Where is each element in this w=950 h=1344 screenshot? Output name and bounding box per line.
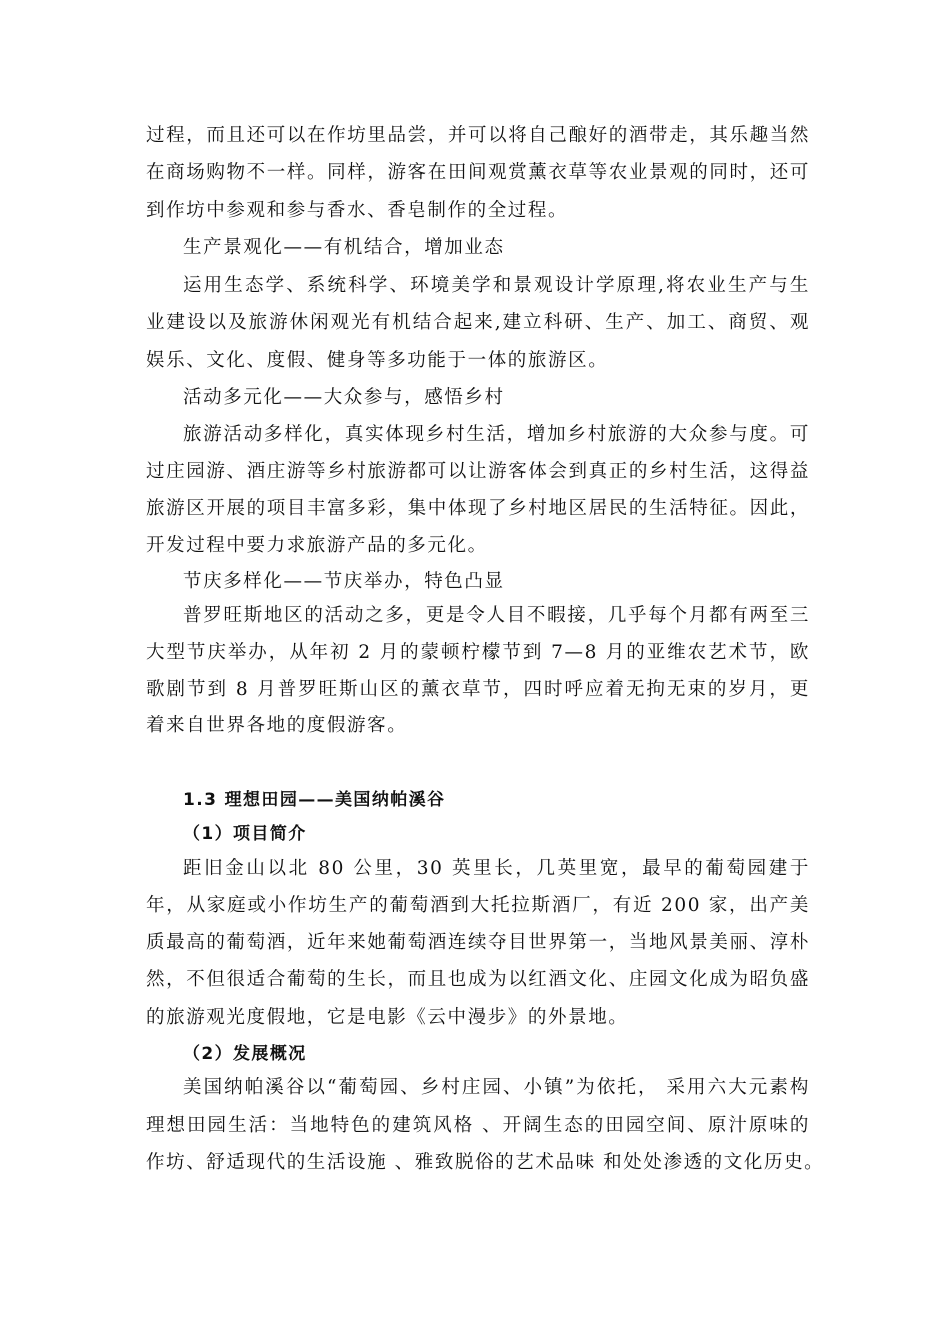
paragraph-line: 的旅游观光度假地，它是电影《云中漫步》的外景地。 [146,1007,629,1028]
paragraph-line: 距旧金山以北 80 公里，30 英里长，几英里宽，最早的葡萄园建于 [183,858,810,879]
paragraph-line: 业建设以及旅游休闲观光有机结合起来,建立科研、生产、加工、商贸、观 [146,312,810,333]
paragraph-line: 大型节庆举办，从年初 2 月的蒙顿柠檬节到 7—8 月的亚维农艺术节，欧 [146,642,810,663]
paragraph-line: 在商场购物不一样。同样，游客在田间观赏薰衣草等农业景观的同时，还可 [146,162,810,183]
subsection-intro-title: （1）项目简介 [183,824,307,844]
paragraph-line: 娱乐、文化、度假、健身等多功能于一体的旅游区。 [146,350,609,371]
paragraph-line: 旅游活动多样化，真实体现乡村生活，增加乡村旅游的大众参与度。可 [183,424,810,445]
paragraph-line: 质最高的葡萄酒，近年来她葡萄酒连续夺目世界第一，当地风景美丽、淳朴 [146,932,810,953]
paragraph-line: 理想田园生活：当地特色的建筑风格 、开阔生态的田园空间、原汁原味的 [146,1115,810,1136]
section-title: 1.3 理想田园——美国纳帕溪谷 [183,790,446,810]
paragraph-line: 年，从家庭或小作坊生产的葡萄酒到大托拉斯酒厂，有近 200 家，出产美 [146,895,810,916]
paragraph-line: 到作坊中参观和参与香水、香皂制作的全过程。 [146,200,569,221]
paragraph-line: 美国纳帕溪谷以“葡萄园、乡村庄园、小镇”为依托， 采用六大元素构 [183,1077,810,1098]
subsection-development-title: （2）发展概况 [183,1044,307,1064]
paragraph-line: 作坊、舒适现代的生活设施 、雅致脱俗的艺术品味 和处处渗透的文化历史。 [146,1152,825,1173]
paragraph-line: 普罗旺斯地区的活动之多，更是令人目不暇接，几乎每个月都有两至三 [183,605,810,626]
subheading-production: 生产景观化——有机结合，增加业态 [183,237,505,258]
paragraph-line: 过庄园游、酒庄游等乡村旅游都可以让游客体会到真正的乡村生活，这得益 [146,461,810,482]
paragraph-line: 旅游区开展的项目丰富多彩，集中体现了乡村地区居民的生活特征。因此， [146,498,810,519]
paragraph-line: 歌剧节到 8 月普罗旺斯山区的薰衣草节，四时呼应着无拘无束的岁月，更 [146,679,810,700]
subheading-festival: 节庆多样化——节庆举办，特色凸显 [183,571,505,592]
paragraph-line: 着来自世界各地的度假游客。 [146,715,408,736]
paragraph-line: 过程，而且还可以在作坊里品尝，并可以将自己酿好的酒带走，其乐趣当然 [146,125,810,146]
subheading-activity: 活动多元化——大众参与，感悟乡村 [183,387,505,408]
paragraph-line: 运用生态学、系统科学、环境美学和景观设计学原理,将农业生产与生 [183,275,810,296]
paragraph-line: 然，不但很适合葡萄的生长，而且也成为以红酒文化、庄园文化成为昭负盛 [146,969,810,990]
paragraph-line: 开发过程中要力求旅游产品的多元化。 [146,535,488,556]
